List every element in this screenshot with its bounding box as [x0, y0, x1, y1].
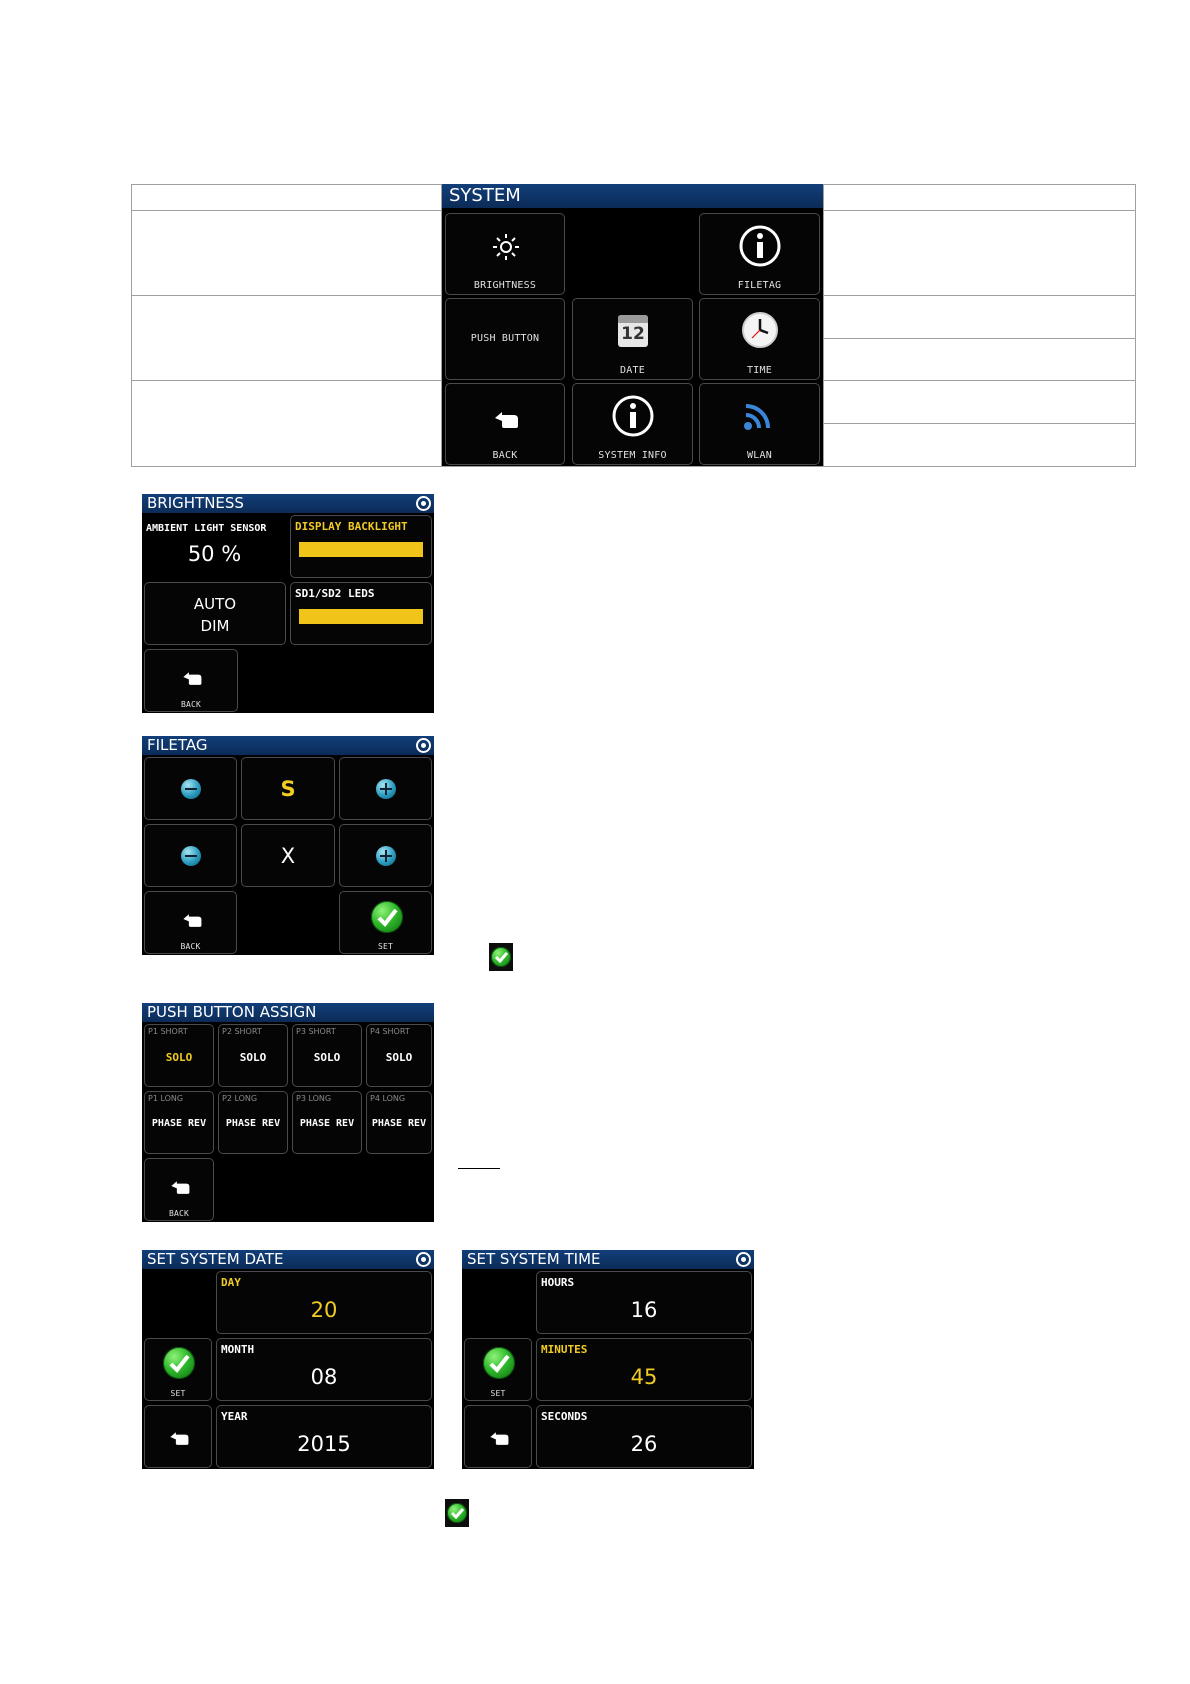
- year-field[interactable]: [216, 1405, 432, 1468]
- table-cell-right-4: [823, 338, 1136, 381]
- system-title: SYSTEM: [442, 184, 823, 208]
- push-button-assign-screen: [142, 1003, 434, 1222]
- seconds-value: 26: [630, 1432, 658, 1456]
- leds-label: SD1/SD2 LEDS: [295, 587, 375, 600]
- p3-long-button[interactable]: [292, 1091, 362, 1154]
- brightness-screen: [142, 494, 434, 713]
- back-button[interactable]: [144, 1158, 214, 1221]
- checkmark-icon: [483, 1347, 515, 1379]
- back-tile[interactable]: [445, 383, 565, 465]
- wifi-icon: [742, 398, 778, 432]
- set-time-title: SET SYSTEM TIME: [462, 1250, 754, 1269]
- minutes-value: 45: [630, 1365, 658, 1389]
- p3-short-tag: P3 SHORT: [296, 1027, 336, 1036]
- minus-icon: [181, 779, 201, 799]
- minutes-field[interactable]: [536, 1338, 752, 1401]
- p2-short-value: SOLO: [239, 1051, 267, 1064]
- back-arrow-icon: [488, 1427, 510, 1447]
- p2-long-tag: P2 LONG: [222, 1094, 258, 1103]
- set-button[interactable]: [144, 1338, 212, 1401]
- back-label: BACK: [180, 942, 201, 951]
- inline-checkmark-icon: [445, 1499, 469, 1527]
- sd-card-icon: [416, 738, 431, 753]
- hours-label: HOURS: [541, 1276, 575, 1289]
- sd-card-icon: [416, 496, 431, 511]
- table-cell-right-5: [823, 380, 1136, 424]
- p3-long-value: PHASE REV: [299, 1118, 355, 1129]
- char2-decrement-button[interactable]: [144, 824, 237, 887]
- back-arrow-icon: [492, 406, 520, 430]
- back-tile-label: BACK: [492, 450, 518, 461]
- checkmark-icon: [491, 947, 511, 967]
- inline-checkmark-icon: [489, 943, 513, 971]
- day-label: DAY: [221, 1276, 241, 1289]
- push-button-tile-label: PUSH BUTTON: [470, 333, 540, 344]
- table-cell-left-4: [131, 380, 442, 467]
- display-backlight-slider[interactable]: [290, 515, 432, 578]
- p4-short-button[interactable]: [366, 1024, 432, 1087]
- auto-dim-line2: DIM: [200, 617, 230, 635]
- back-button[interactable]: [144, 891, 237, 954]
- seconds-field[interactable]: [536, 1405, 752, 1468]
- p4-long-value: PHASE REV: [371, 1118, 427, 1129]
- display-backlight-bar: [299, 542, 423, 557]
- hours-field[interactable]: [536, 1271, 752, 1334]
- table-cell-right-1: [823, 184, 1136, 211]
- sd-card-icon: [736, 1252, 751, 1267]
- p1-long-tag: P1 LONG: [148, 1094, 184, 1103]
- minutes-label: MINUTES: [541, 1343, 588, 1356]
- checkmark-icon: [447, 1503, 467, 1523]
- plus-icon: [376, 779, 396, 799]
- checkmark-icon: [163, 1347, 195, 1379]
- table-cell-right-3: [823, 295, 1136, 339]
- char2-increment-button[interactable]: [339, 824, 432, 887]
- year-label: YEAR: [221, 1410, 248, 1423]
- month-field[interactable]: [216, 1338, 432, 1401]
- auto-dim-button[interactable]: [144, 582, 286, 645]
- info-icon: [738, 224, 782, 268]
- char1-value: S: [280, 777, 296, 801]
- filetag-tile-label: FILETAG: [737, 280, 782, 291]
- brightness-tile[interactable]: [445, 213, 565, 295]
- table-cell-left-1: [131, 184, 442, 211]
- calendar-icon: [618, 315, 648, 347]
- table-cell-left-3: [131, 295, 442, 381]
- p4-long-button[interactable]: [366, 1091, 432, 1154]
- year-value: 2015: [297, 1432, 351, 1456]
- back-arrow-icon: [181, 909, 203, 929]
- back-arrow-icon: [168, 1427, 190, 1447]
- underline-mark: [458, 1168, 500, 1169]
- info-icon: [611, 394, 655, 438]
- back-button[interactable]: [464, 1405, 532, 1468]
- checkmark-icon: [371, 901, 403, 933]
- table-cell-right-6: [823, 423, 1136, 467]
- sun-icon: [491, 232, 521, 262]
- day-field[interactable]: [216, 1271, 432, 1334]
- set-label: SET: [490, 1389, 506, 1398]
- push-button-assign-title: PUSH BUTTON ASSIGN: [142, 1003, 434, 1022]
- char2-display: [241, 824, 335, 887]
- filetag-title: FILETAG: [142, 736, 434, 755]
- brightness-tile-label: BRIGHTNESS: [473, 280, 537, 291]
- back-label: BACK: [168, 1209, 190, 1218]
- display-backlight-label: DISPLAY BACKLIGHT: [295, 520, 408, 533]
- leds-slider[interactable]: [290, 582, 432, 645]
- p3-long-tag: P3 LONG: [296, 1094, 332, 1103]
- back-button[interactable]: [144, 1405, 212, 1468]
- push-button-tile[interactable]: [445, 298, 565, 380]
- set-label: SET: [377, 942, 394, 951]
- clock-icon: [741, 311, 779, 349]
- p2-short-tag: P2 SHORT: [222, 1027, 262, 1036]
- sd-card-icon: [416, 1252, 431, 1267]
- date-tile[interactable]: [572, 298, 693, 380]
- time-tile[interactable]: [699, 298, 820, 380]
- system-info-tile[interactable]: [572, 383, 693, 465]
- auto-dim-line1: AUTO: [193, 595, 237, 613]
- ambient-light-panel: [144, 515, 285, 576]
- hours-value: 16: [630, 1298, 658, 1322]
- p1-short-button[interactable]: [144, 1024, 214, 1087]
- p3-short-value: SOLO: [313, 1051, 341, 1064]
- p4-short-value: SOLO: [385, 1051, 413, 1064]
- ambient-light-value: 50 %: [187, 542, 242, 566]
- back-arrow-icon: [169, 1176, 191, 1196]
- p1-long-button[interactable]: [144, 1091, 214, 1154]
- p1-short-value: SOLO: [165, 1051, 193, 1064]
- char1-increment-button[interactable]: [339, 757, 432, 820]
- leds-bar: [299, 609, 423, 624]
- p2-long-value: PHASE REV: [225, 1118, 281, 1129]
- wlan-tile-label: WLAN: [747, 450, 772, 461]
- time-tile-label: TIME: [747, 365, 772, 376]
- char1-decrement-button[interactable]: [144, 757, 237, 820]
- back-button[interactable]: [144, 649, 238, 712]
- system-info-tile-label: SYSTEM INFO: [598, 450, 667, 461]
- p2-long-button[interactable]: [218, 1091, 288, 1154]
- minus-icon: [181, 846, 201, 866]
- system-screen: [442, 184, 823, 466]
- char2-value: X: [280, 844, 296, 868]
- p1-short-tag: P1 SHORT: [148, 1027, 188, 1036]
- char1-display: [241, 757, 335, 820]
- set-time-screen: [462, 1250, 754, 1469]
- set-label: SET: [170, 1389, 186, 1398]
- filetag-screen: [142, 736, 434, 955]
- set-date-screen: [142, 1250, 434, 1469]
- seconds-label: SECONDS: [541, 1410, 588, 1423]
- set-button[interactable]: [464, 1338, 532, 1401]
- wlan-tile[interactable]: [699, 383, 820, 465]
- p2-short-button[interactable]: [218, 1024, 288, 1087]
- filetag-tile[interactable]: [699, 213, 820, 295]
- set-date-title: SET SYSTEM DATE: [142, 1250, 434, 1269]
- p3-short-button[interactable]: [292, 1024, 362, 1087]
- month-label: MONTH: [221, 1343, 255, 1356]
- month-value: 08: [310, 1365, 338, 1389]
- day-value: 20: [310, 1298, 338, 1322]
- p4-short-tag: P4 SHORT: [370, 1027, 410, 1036]
- brightness-title: BRIGHTNESS: [142, 494, 434, 513]
- table-cell-left-2: [131, 210, 442, 296]
- p1-long-value: PHASE REV: [151, 1118, 207, 1129]
- back-label: BACK: [180, 700, 202, 709]
- date-tile-label: DATE: [620, 365, 645, 376]
- plus-icon: [376, 846, 396, 866]
- calendar-day: 12: [621, 324, 645, 344]
- p4-long-tag: P4 LONG: [370, 1094, 406, 1103]
- back-arrow-icon: [181, 667, 203, 687]
- set-button[interactable]: [339, 891, 432, 954]
- ambient-light-label: AMBIENT LIGHT SENSOR: [146, 523, 267, 534]
- table-cell-right-2: [823, 210, 1136, 296]
